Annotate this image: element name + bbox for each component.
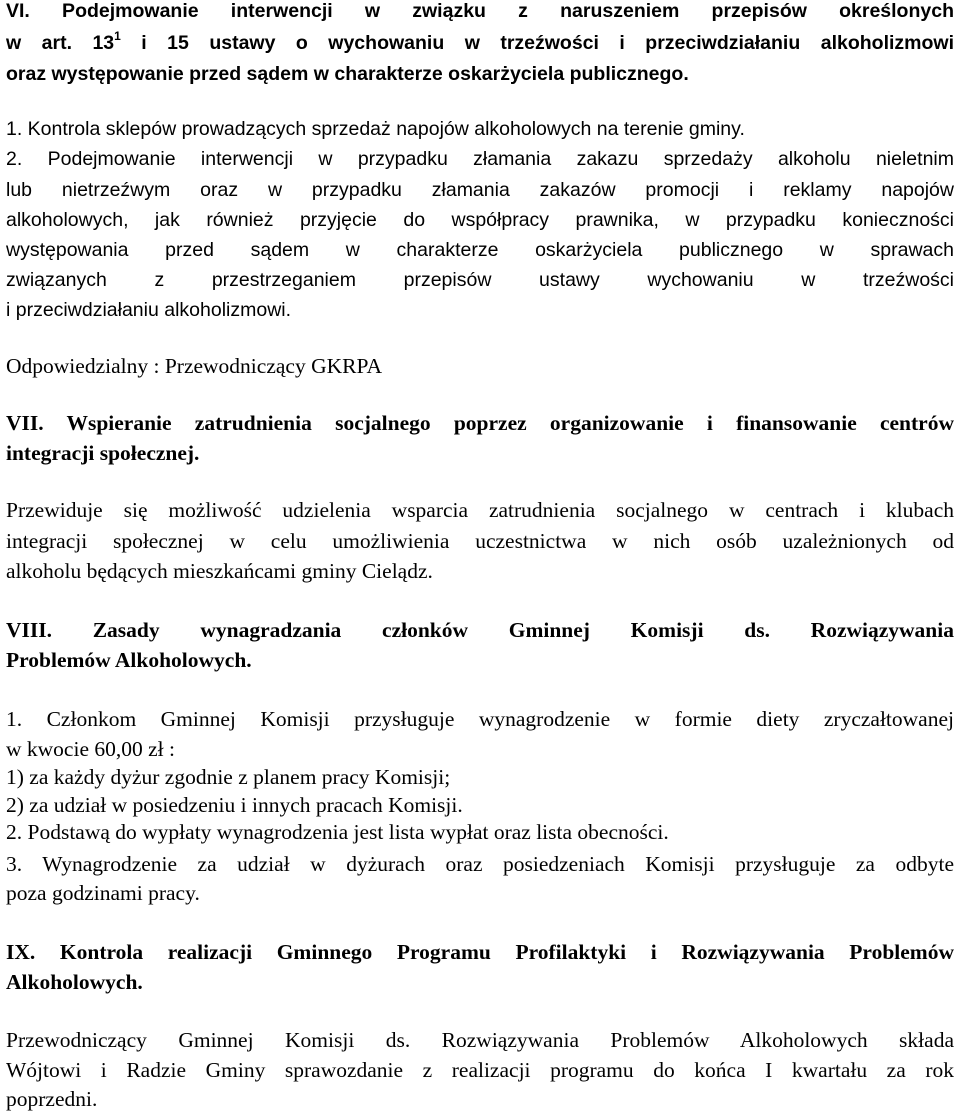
section-vi-heading-superscript: 1 [114,28,121,43]
section-ix-body-line-2: Wójtowi i Radzie Gminy sprawozdanie z realizacji programu do końca I kwartału za rok [6,1058,954,1082]
section-vi-heading-rest: i 15 ustawy o wychowaniu w trzeźwości i przeciwdziałaniu alkoholizmowi [120,32,954,54]
section-vi-item-2-line-1: 2. Podejmowanie interwencji w przypadku złamania zakazu sprzedaży alkoholu nieletnim [6,148,954,170]
section-vi-item-1: 1. Kontrola sklepów prowadzących sprzedaż napojów alkoholowych na terenie gminy. [6,118,745,140]
section-vi-heading-line-2 [6,27,954,59]
section-vii-body-line-2: integracji społecznej w celu umożliwienia uczestnictwa w nich osób uzależnionych od [6,529,954,553]
section-vi-responsible: Odpowiedzialny : Przewodniczący GKRPA [6,354,382,378]
section-viii-item-2: 2. Podstawą do wypłaty wynagrodzenia jest lista wypłat oraz lista obecności. [6,820,669,844]
section-vi-heading-article: w art. 13 [6,32,115,54]
section-ix-heading-line-1: IX. Kontrola realizacji Gminnego Programu Profilaktyki i Rozwiązywania Problemów [6,940,954,964]
section-vii-body-line-1: Przewiduje się możliwość udzielenia wsparcia zatrudnienia socjalnego w centrach i klubach [6,498,954,522]
section-viii-item-1-line-1: 1. Członkom Gminnej Komisji przysługuje wynagrodzenie w formie diety zryczałtowanej [6,707,954,731]
section-viii-sub-item-1: 1) za każdy dyżur zgodnie z planem pracy Komisji; [6,765,451,789]
section-vii-heading-line-2: integracji społecznej. [6,441,200,465]
section-ix-heading-line-2: Alkoholowych. [6,970,143,994]
section-ix-body-line-3: poprzedni. [6,1087,98,1111]
section-vii-heading-line-1: VII. Wspieranie zatrudnienia socjalnego poprzez organizowanie i finansowanie centrów [6,411,954,435]
section-vi-item-2-line-5: związanych z przestrzeganiem przepisów ustawy wychowaniu w trzeźwości [6,269,954,291]
section-viii-heading-line-1: VIII. Zasady wynagradzania członków Gminnej Komisji ds. Rozwiązywania [6,618,954,642]
section-vi-item-2-line-6: i przeciwdziałaniu alkoholizmowi. [6,299,292,321]
section-ix-body-line-1: Przewodniczący Gminnej Komisji ds. Rozwiązywania Problemów Alkoholowych składa [6,1028,954,1052]
section-vi-item-2-line-3: alkoholowych, jak również przyjęcie do współpracy prawnika, w przypadku konieczności [6,209,954,231]
section-viii-sub-item-2: 2) za udział w posiedzeniu i innych pracach Komisji. [6,793,463,817]
section-vi-item-2-line-2: lub nietrzeźwym oraz w przypadku złamania zakazów promocji i reklamy napojów [6,179,954,201]
section-vii-body-line-3: alkoholu będących mieszkańcami gminy Cielądz. [6,559,433,583]
section-vi-heading-line-1: VI. Podejmowanie interwencji w związku z naruszeniem przepisów określonych [6,0,954,22]
section-viii-heading-line-2: Problemów Alkoholowych. [6,648,252,672]
section-viii-item-3-line-1: 3. Wynagrodzenie za udział w dyżurach oraz posiedzeniach Komisji przysługuje za odbyte [6,852,954,876]
section-viii-item-3-line-2: poza godzinami pracy. [6,881,200,905]
section-vi-item-2-line-4: występowania przed sądem w charakterze oskarżyciela publicznego w sprawach [6,239,954,261]
section-viii-item-1-line-2: w kwocie 60,00 zł : [6,737,175,761]
section-vi-heading-line-3: oraz występowanie przed sądem w charakterze oskarżyciela publicznego. [6,63,689,85]
